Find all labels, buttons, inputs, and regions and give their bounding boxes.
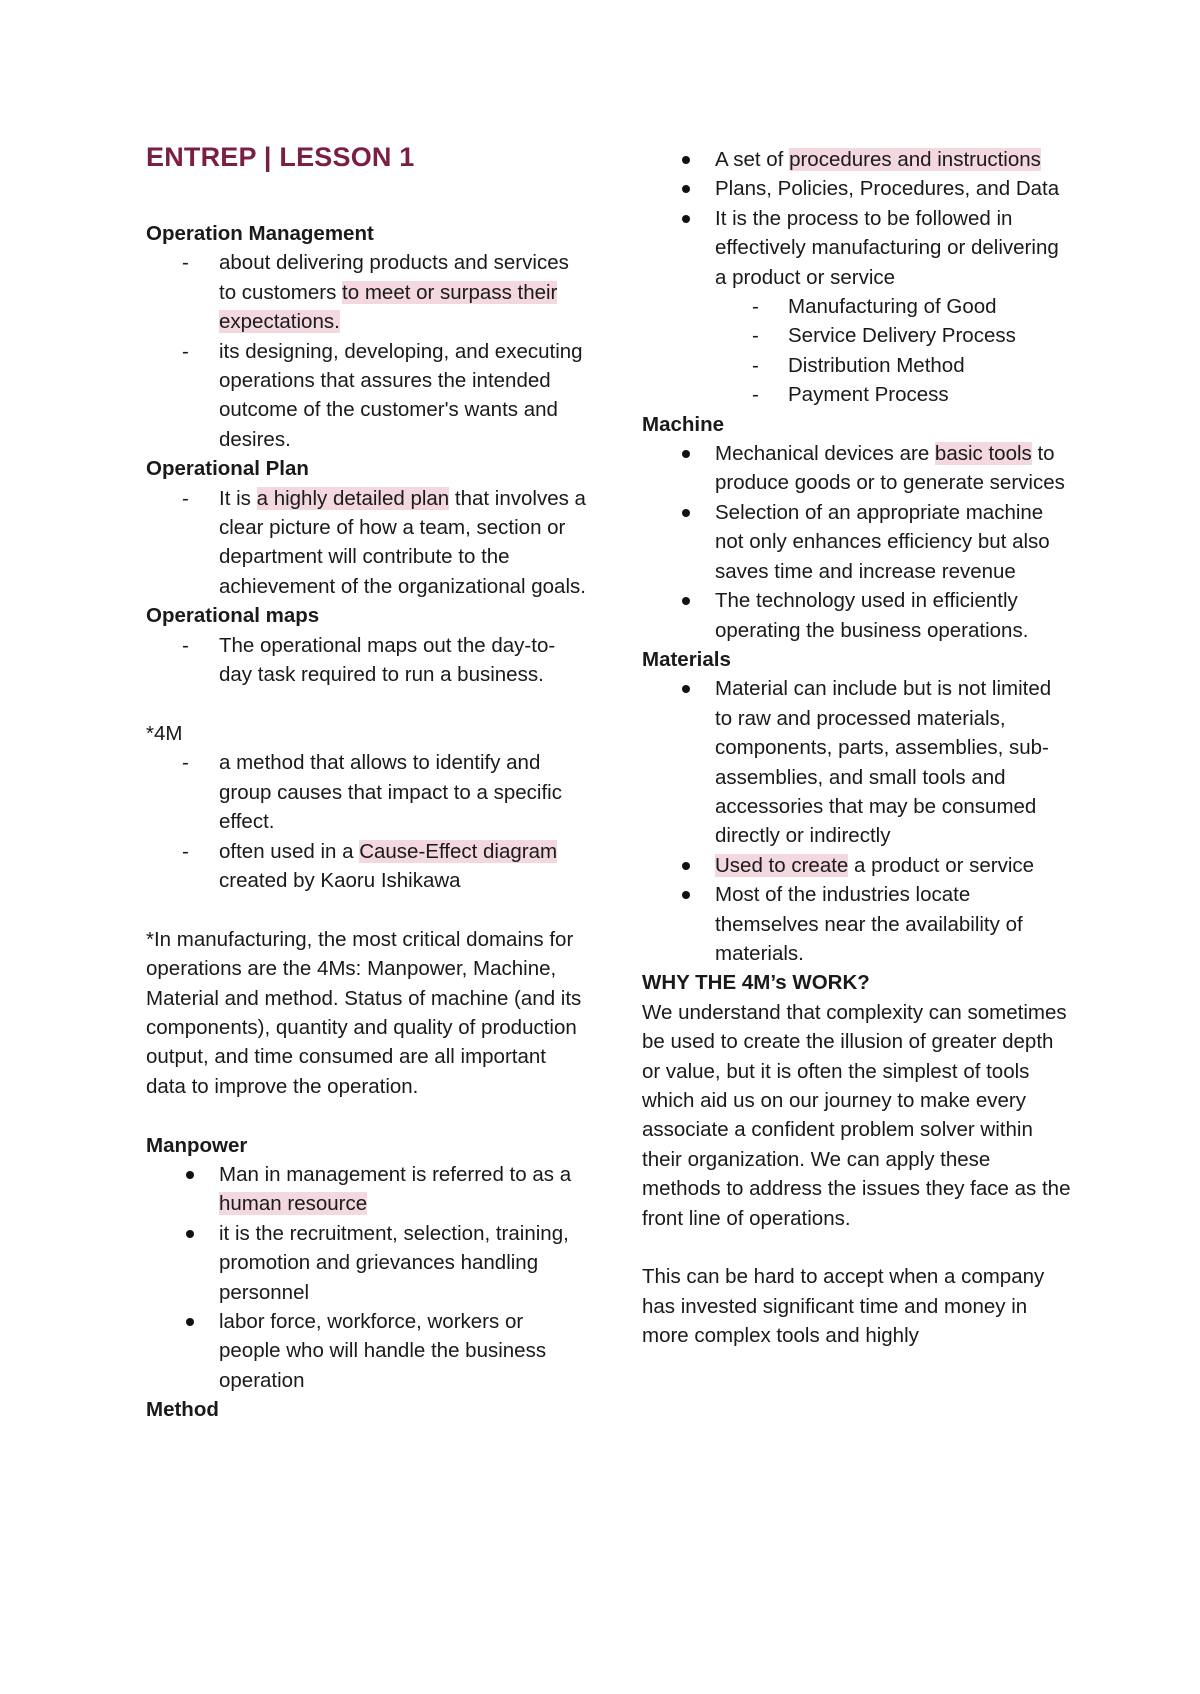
- manpower-list: [146, 1160, 586, 1395]
- list-item: [146, 248, 586, 336]
- item-text: to produce goods or to generate services: [715, 442, 1065, 495]
- four-m-list: [146, 748, 586, 895]
- list-item: [642, 439, 1072, 498]
- item-text: The technology used in efficiently operating the business operations.: [715, 589, 1029, 642]
- highlighted-text: a highly detailed plan: [256, 486, 450, 510]
- item-text: Distribution Method: [788, 353, 965, 377]
- why-4m-heading: WHY THE 4M’s WORK?: [642, 971, 870, 995]
- spacer: [642, 1233, 1072, 1262]
- list-item: [642, 674, 1072, 850]
- dash-marker: -: [182, 251, 189, 275]
- item-text: a product or service: [848, 853, 1035, 877]
- list-item: [642, 498, 1072, 586]
- why-4m-paragraph: We understand that complexity can sometimes be used to create the illusion of greater depth or value, but it is often the simplest of tools which aid us on our journey to make every associate a confident problem solver within their organization. We can apply these methods to address the issues they face as the front line of operations.: [642, 1000, 1071, 1230]
- bullet-marker: [682, 862, 690, 870]
- method-list: [642, 145, 1072, 410]
- spacer: [146, 895, 586, 924]
- highlighted-text: procedures and instructions: [789, 148, 1041, 171]
- list-item: [146, 631, 586, 690]
- bullet-marker: [682, 185, 690, 193]
- left-column: [146, 219, 586, 1425]
- dash-marker: -: [752, 353, 759, 377]
- item-text: Man in management is referred to as a: [219, 1162, 572, 1186]
- list-item: [146, 1307, 586, 1395]
- bullet-marker: [682, 450, 690, 458]
- bullet-marker: [186, 1230, 194, 1238]
- item-text: Manufacturing of Good: [788, 295, 997, 319]
- highlighted-text: to meet or surpass their expectations.: [219, 280, 558, 334]
- list-item: [642, 851, 1072, 880]
- manpower-heading: Manpower: [146, 1133, 248, 1157]
- item-text: Selection of an appropriate machine not only enhances efficiency but also saves time and increase revenue: [715, 500, 1050, 583]
- item-text: created by Kaoru Ishikawa: [219, 868, 461, 892]
- item-text: It is the process to be followed in effectively manufacturing or delivering a product or service: [715, 206, 1059, 289]
- list-item: [146, 1219, 586, 1307]
- materials-list: [642, 674, 1072, 968]
- highlighted-text: Cause-Effect diagram: [359, 839, 558, 863]
- materials-heading: Materials: [642, 647, 731, 671]
- bullet-marker: [682, 509, 690, 517]
- item-text: its designing, developing, and executing operations that assures the intended outcome of the customer's wants and desires.: [219, 339, 583, 451]
- highlighted-text: Used to create: [715, 853, 849, 877]
- dash-marker: -: [182, 751, 189, 775]
- item-text: Plans, Policies, Procedures, and Data: [715, 177, 1060, 201]
- list-item: [146, 837, 586, 896]
- highlighted-text: human resource: [219, 1192, 368, 1216]
- item-text: labor force, workforce, workers or people who will handle the business operation: [219, 1309, 547, 1392]
- operational-plan-list: [146, 484, 586, 602]
- dash-marker: -: [752, 324, 759, 348]
- list-item: [146, 337, 586, 455]
- item-text: Payment Process: [788, 383, 949, 407]
- machine-list: [642, 439, 1072, 645]
- list-item: [642, 204, 1072, 292]
- right-column: [642, 145, 1072, 1351]
- list-item: [642, 174, 1072, 203]
- operational-maps-list: [146, 631, 586, 690]
- sub-list-item: [642, 292, 1072, 321]
- bullet-marker: [186, 1318, 194, 1326]
- bullet-marker: [682, 685, 690, 693]
- item-text: Mechanical devices are: [715, 442, 935, 466]
- four-m-label: *4M: [146, 721, 183, 745]
- item-text: often used in a: [219, 839, 360, 863]
- list-item: [146, 1160, 586, 1219]
- manufacturing-paragraph: *In manufacturing, the most critical domains for operations are the 4Ms: Manpower, Machine, Material and method. Status of machine (and its components), quantity and quality of production output, and time consumed are all important data to improve the operation.: [146, 927, 582, 1098]
- operational-plan-heading: Operational Plan: [146, 457, 309, 481]
- bullet-marker: [682, 891, 690, 899]
- spacer: [146, 690, 586, 719]
- dash-marker: -: [182, 339, 189, 363]
- item-text: The operational maps out the day-to-day task required to run a business.: [219, 633, 556, 687]
- list-item: [146, 484, 586, 602]
- bullet-marker: [682, 215, 690, 223]
- bullet-marker: [682, 156, 690, 164]
- dash-marker: -: [752, 295, 759, 319]
- item-text: A set of: [715, 148, 790, 171]
- list-item: [642, 145, 1072, 174]
- machine-heading: Machine: [642, 412, 725, 436]
- item-text: Material can include but is not limited to raw and processed materials, components, parts, assemblies, sub- assemblies, and small tools and accessories that may be consumed directly or indirectly: [715, 677, 1052, 848]
- item-text: about delivering products and services to customers: [219, 251, 569, 304]
- dash-marker: -: [182, 839, 189, 863]
- list-item: [642, 586, 1072, 645]
- operation-management-list: [146, 248, 586, 454]
- item-text: Most of the industries locate themselves near the availability of materials.: [715, 883, 1023, 965]
- lesson-title: ENTREP | LESSON 1: [146, 142, 415, 172]
- operation-management-heading: Operation Management: [146, 222, 374, 245]
- item-text: Service Delivery Process: [788, 324, 1016, 348]
- sub-list-item: [642, 321, 1072, 350]
- list-item: [146, 748, 586, 836]
- list-item: [642, 880, 1072, 968]
- sub-list-item: [642, 351, 1072, 380]
- operational-maps-heading: Operational maps: [146, 604, 320, 628]
- sub-list-item: [642, 380, 1072, 409]
- dash-marker: -: [752, 383, 759, 407]
- item-text: It is: [219, 486, 257, 510]
- bullet-marker: [186, 1171, 194, 1179]
- item-text: that involves a clear picture of how a team, section or department will contribute to the achievement of the organizational goals.: [219, 486, 586, 598]
- why-4m-paragraph-2: This can be hard to accept when a company has invested significant time and money in more complex tools and highly: [642, 1265, 1045, 1348]
- method-heading: Method: [146, 1398, 219, 1422]
- spacer: [146, 1101, 586, 1130]
- item-text: a method that allows to identify and group causes that impact to a specific effect.: [219, 751, 562, 834]
- highlighted-text: basic tools: [934, 442, 1032, 466]
- bullet-marker: [682, 597, 690, 605]
- dash-marker: -: [182, 633, 189, 657]
- dash-marker: -: [182, 486, 189, 510]
- item-text: it is the recruitment, selection, training, promotion and grievances handling personnel: [219, 1221, 569, 1304]
